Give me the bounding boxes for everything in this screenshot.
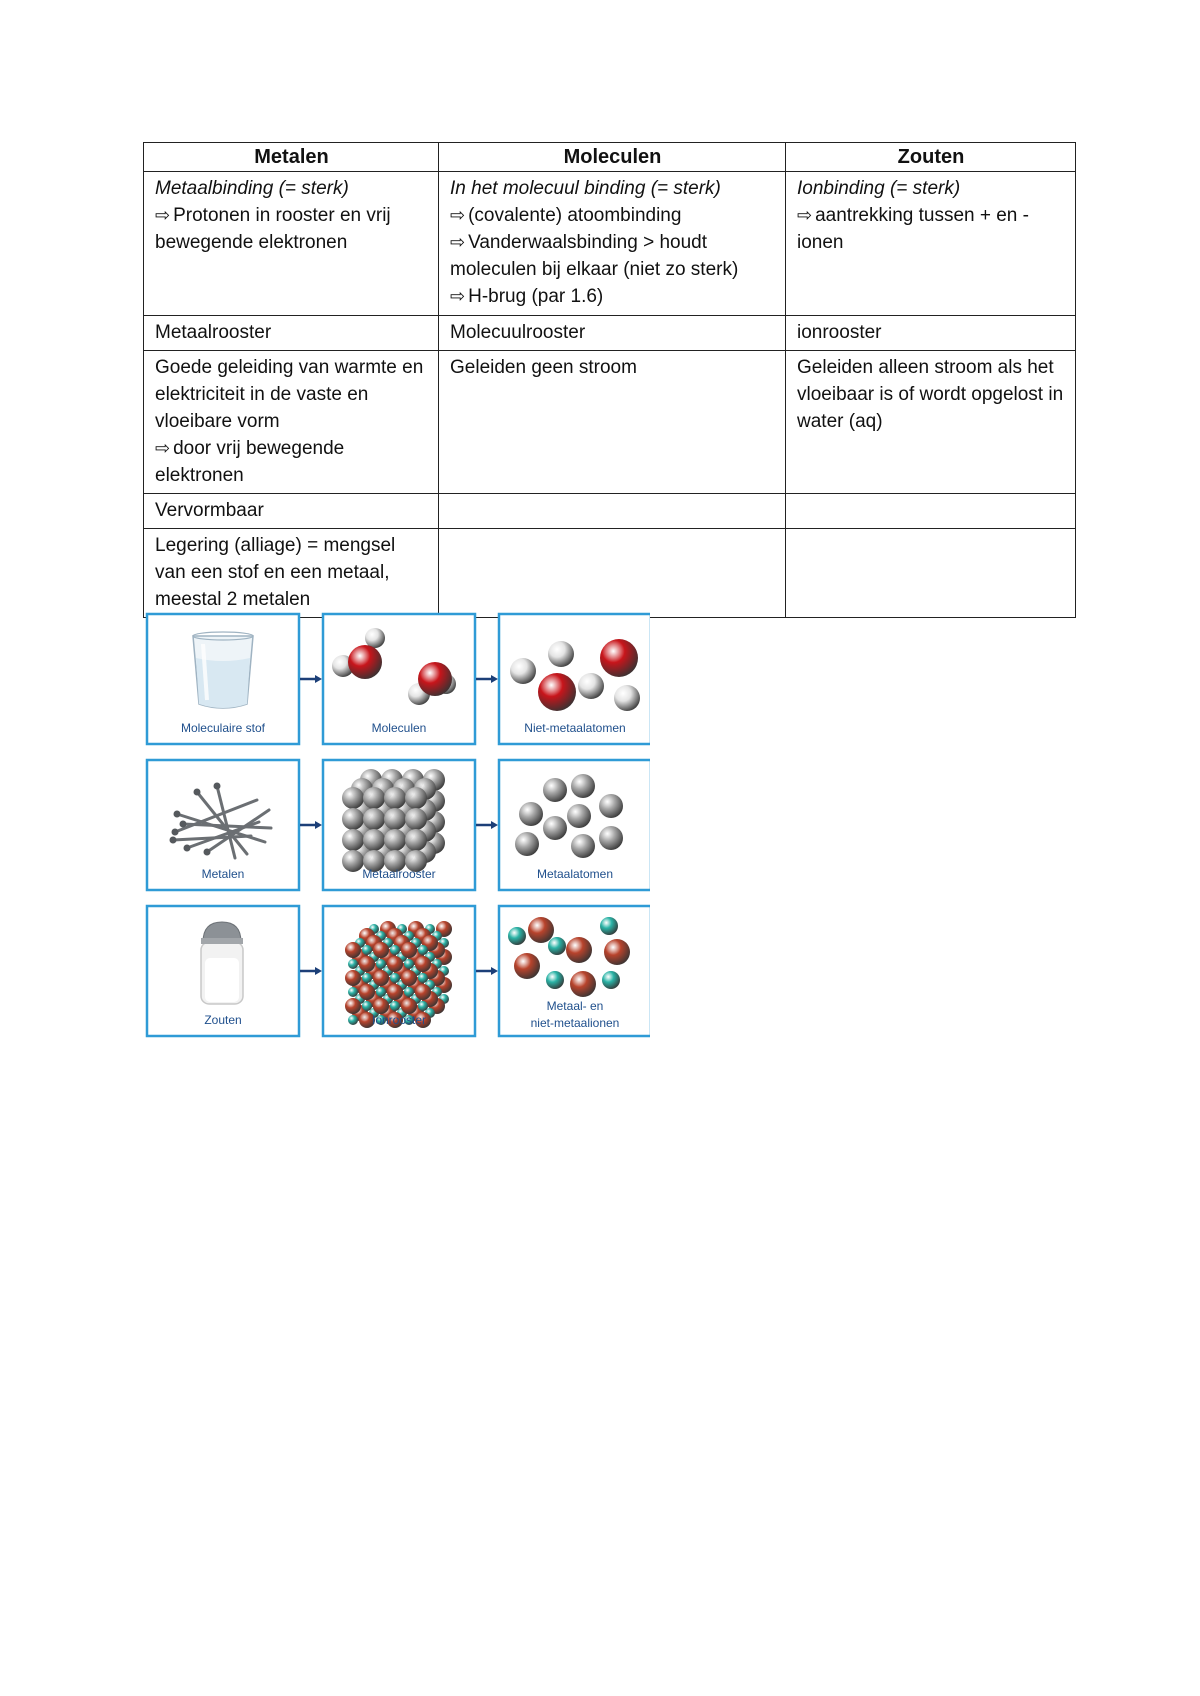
cell-text: Metaalbinding (= sterk) xyxy=(155,178,349,199)
metal-atom xyxy=(384,787,406,809)
table-cell xyxy=(786,494,1076,529)
nail-head xyxy=(204,849,211,856)
cell-line xyxy=(450,319,775,346)
arrow-head-icon xyxy=(315,967,322,975)
table-row xyxy=(144,351,1076,494)
cell-line xyxy=(450,202,775,229)
figure-panel xyxy=(147,760,299,890)
metal-ion xyxy=(415,984,431,1000)
nail-head xyxy=(194,789,201,796)
arrow-head-icon xyxy=(491,821,498,829)
nonmetal-ion xyxy=(390,973,400,983)
nonmetal-ion xyxy=(362,1001,372,1011)
nail-head xyxy=(214,783,221,790)
table-row xyxy=(144,529,1076,618)
nail-head xyxy=(174,811,181,818)
arrow-head-icon xyxy=(315,675,322,683)
metal-atom xyxy=(543,778,567,802)
figure-panel xyxy=(323,614,475,744)
metal-lattice-picture xyxy=(342,769,445,872)
table-cell xyxy=(786,351,1076,494)
table-cell xyxy=(144,172,439,316)
figure-panel xyxy=(323,760,475,890)
hydrogen-atom xyxy=(510,658,536,684)
cell-line xyxy=(155,319,428,346)
cell-line xyxy=(450,283,775,310)
metal-ion xyxy=(415,956,431,972)
cell-text: Molecuulrooster xyxy=(450,322,586,343)
panel-label: Metaal- en xyxy=(546,999,604,1013)
nonmetal-ion xyxy=(404,959,414,969)
nail-head xyxy=(172,829,179,836)
panel-label: Niet-metaalatomen xyxy=(524,721,626,735)
metal-ion xyxy=(401,942,417,958)
table-cell xyxy=(439,494,786,529)
nonmetal-ion xyxy=(418,945,428,955)
salt-fill xyxy=(205,958,239,1002)
metal-ion xyxy=(387,956,403,972)
figure-panel xyxy=(147,906,299,1036)
hydrogen-atom xyxy=(614,685,640,711)
bonding-types-figure xyxy=(145,612,650,1044)
metal-atom xyxy=(384,829,406,851)
table-cell xyxy=(144,316,439,351)
metal-ion xyxy=(373,942,389,958)
hydrogen-atom xyxy=(548,641,574,667)
arrow-icon: ⇨ xyxy=(450,205,466,225)
comparison-table xyxy=(143,142,1076,618)
figure-panel xyxy=(499,906,650,1036)
metal-atom xyxy=(363,787,385,809)
table-cell xyxy=(439,529,786,618)
metal-ion xyxy=(401,998,417,1014)
panel-label: niet-metaalionen xyxy=(530,1016,620,1030)
table-cell xyxy=(439,316,786,351)
metal-ion xyxy=(528,917,554,943)
panel-label: Ionrooster xyxy=(371,1013,427,1027)
arrow-icon: ⇨ xyxy=(155,205,171,225)
nonmetal-ion xyxy=(390,1001,400,1011)
metal-ion xyxy=(345,998,361,1014)
nonmetal-ion xyxy=(548,937,566,955)
header-moleculen: Moleculen xyxy=(439,143,786,172)
nonmetal-ion xyxy=(348,959,358,969)
cell-text: H-brug (par 1.6) xyxy=(468,286,604,307)
metal-atom xyxy=(342,808,364,830)
figure-panel xyxy=(323,906,475,1036)
panel-label: Metalen xyxy=(201,867,245,881)
cell-line xyxy=(155,497,428,524)
metal-atom xyxy=(599,794,623,818)
nonmetal-ion xyxy=(376,987,386,997)
arrow-head-icon xyxy=(491,967,498,975)
table-cell xyxy=(144,494,439,529)
arrow-icon: ⇨ xyxy=(797,205,813,225)
cell-line xyxy=(797,354,1065,435)
table-header-row xyxy=(144,143,1076,172)
cell-text: Legering (alliage) = mengsel van een stof en een metaal, meestal 2 metalen xyxy=(155,535,396,610)
cell-text: Ionbinding (= sterk) xyxy=(797,178,961,199)
panel-label: Moleculen xyxy=(371,721,427,735)
metal-ion xyxy=(345,942,361,958)
cell-line xyxy=(450,229,775,283)
cell-text: aantrekking tussen + en - ionen xyxy=(797,205,1029,253)
nonmetal-ion xyxy=(508,927,526,945)
metal-ion xyxy=(604,939,630,965)
cell-line xyxy=(155,202,428,256)
metal-ion xyxy=(566,937,592,963)
figure-panel xyxy=(499,614,650,744)
metal-atom xyxy=(515,832,539,856)
metal-atom xyxy=(342,787,364,809)
metal-atom xyxy=(405,808,427,830)
arrow-icon: ⇨ xyxy=(450,232,466,252)
nonmetal-ion xyxy=(348,1015,358,1025)
nonmetal-ion xyxy=(600,917,618,935)
table-row xyxy=(144,172,1076,316)
metal-ion xyxy=(359,956,375,972)
cell-text: Vanderwaalsbinding > houdt moleculen bij elkaar (niet zo sterk) xyxy=(450,232,739,280)
cell-heading xyxy=(797,175,1065,202)
nonmetal-ion xyxy=(602,971,620,989)
metal-atom xyxy=(519,802,543,826)
panel-label: Metaalatomen xyxy=(536,867,614,881)
metal-atom xyxy=(405,829,427,851)
table-cell xyxy=(786,172,1076,316)
figure-panel xyxy=(499,760,650,890)
figure-panel xyxy=(147,614,299,744)
table-cell xyxy=(144,351,439,494)
cell-line xyxy=(155,354,428,435)
metal-ion xyxy=(359,984,375,1000)
cell-text: Metaalrooster xyxy=(155,322,272,343)
metal-ion xyxy=(373,998,389,1014)
nonmetal-ion xyxy=(376,959,386,969)
cell-line xyxy=(797,319,1065,346)
metal-ion xyxy=(401,970,417,986)
metal-atom xyxy=(384,808,406,830)
table-cell xyxy=(786,316,1076,351)
nonmetal-ion xyxy=(418,973,428,983)
cell-text: ionrooster xyxy=(797,322,882,343)
arrow-head-icon xyxy=(491,675,498,683)
arrow-head-icon xyxy=(315,821,322,829)
metal-atom xyxy=(571,774,595,798)
table-cell xyxy=(144,529,439,618)
metal-atom xyxy=(567,804,591,828)
metal-atom xyxy=(405,787,427,809)
metal-atom xyxy=(363,829,385,851)
metal-atom xyxy=(342,850,364,872)
hydrogen-atom xyxy=(365,628,385,648)
cell-line xyxy=(797,202,1065,256)
table-cell xyxy=(439,351,786,494)
nonmetal-ion xyxy=(348,987,358,997)
cell-line xyxy=(450,354,775,381)
cell-text: In het molecuul binding (= sterk) xyxy=(450,178,721,199)
cell-line xyxy=(155,438,344,486)
metal-atom xyxy=(342,829,364,851)
metal-atom xyxy=(599,826,623,850)
cell-text: Geleiden alleen stroom als het vloeibaar is of wordt opgelost in water (aq) xyxy=(797,357,1064,432)
oxygen-atom xyxy=(418,662,452,696)
nonmetal-ion xyxy=(362,945,372,955)
metal-ion xyxy=(387,984,403,1000)
table-row xyxy=(144,494,1076,529)
metal-ion xyxy=(570,971,596,997)
nonmetal-ion xyxy=(362,973,372,983)
cell-line xyxy=(155,532,428,613)
metal-ion xyxy=(514,953,540,979)
oxygen-atom xyxy=(348,645,382,679)
nonmetal-ion xyxy=(418,1001,428,1011)
metal-atom xyxy=(571,834,595,858)
metal-ion xyxy=(373,970,389,986)
table-row xyxy=(144,316,1076,351)
metal-ion xyxy=(345,970,361,986)
shaker-band xyxy=(201,938,243,944)
nonmetal-ion xyxy=(404,987,414,997)
table-cell xyxy=(786,529,1076,618)
oxygen-atom xyxy=(538,673,576,711)
header-metalen: Metalen xyxy=(144,143,439,172)
cell-text: Geleiden geen stroom xyxy=(450,357,637,378)
cell-text: (covalente) atoombinding xyxy=(468,205,682,226)
cell-text: door vrij bewegende elektronen xyxy=(155,438,345,486)
arrow-icon: ⇨ xyxy=(155,438,171,458)
cell-text: Protonen in rooster en vrij bewegende elektronen xyxy=(155,205,391,253)
panel-label: Metaalrooster xyxy=(362,867,436,881)
salt-shaker-picture xyxy=(201,922,243,1004)
hydrogen-atom xyxy=(578,673,604,699)
panel-label: Moleculaire stof xyxy=(180,721,266,735)
cell-text: Vervormbaar xyxy=(155,500,264,521)
nonmetal-ion xyxy=(546,971,564,989)
cell-heading xyxy=(450,175,775,202)
water-glass-picture xyxy=(193,632,253,708)
nail-head xyxy=(184,845,191,852)
header-zouten: Zouten xyxy=(786,143,1076,172)
ion-lattice-picture xyxy=(345,921,452,1028)
panel-label: Zouten xyxy=(204,1013,242,1027)
cell-text: Goede geleiding van warmte en elektriciteit in de vaste en vloeibare vorm xyxy=(155,357,424,432)
cell-heading xyxy=(155,175,428,202)
nail-head xyxy=(170,837,177,844)
oxygen-atom xyxy=(600,639,638,677)
metal-atom xyxy=(363,808,385,830)
table-cell xyxy=(439,172,786,316)
metal-atom xyxy=(543,816,567,840)
nail-head xyxy=(180,821,187,828)
nonmetal-ion xyxy=(390,945,400,955)
arrow-icon: ⇨ xyxy=(450,286,466,306)
